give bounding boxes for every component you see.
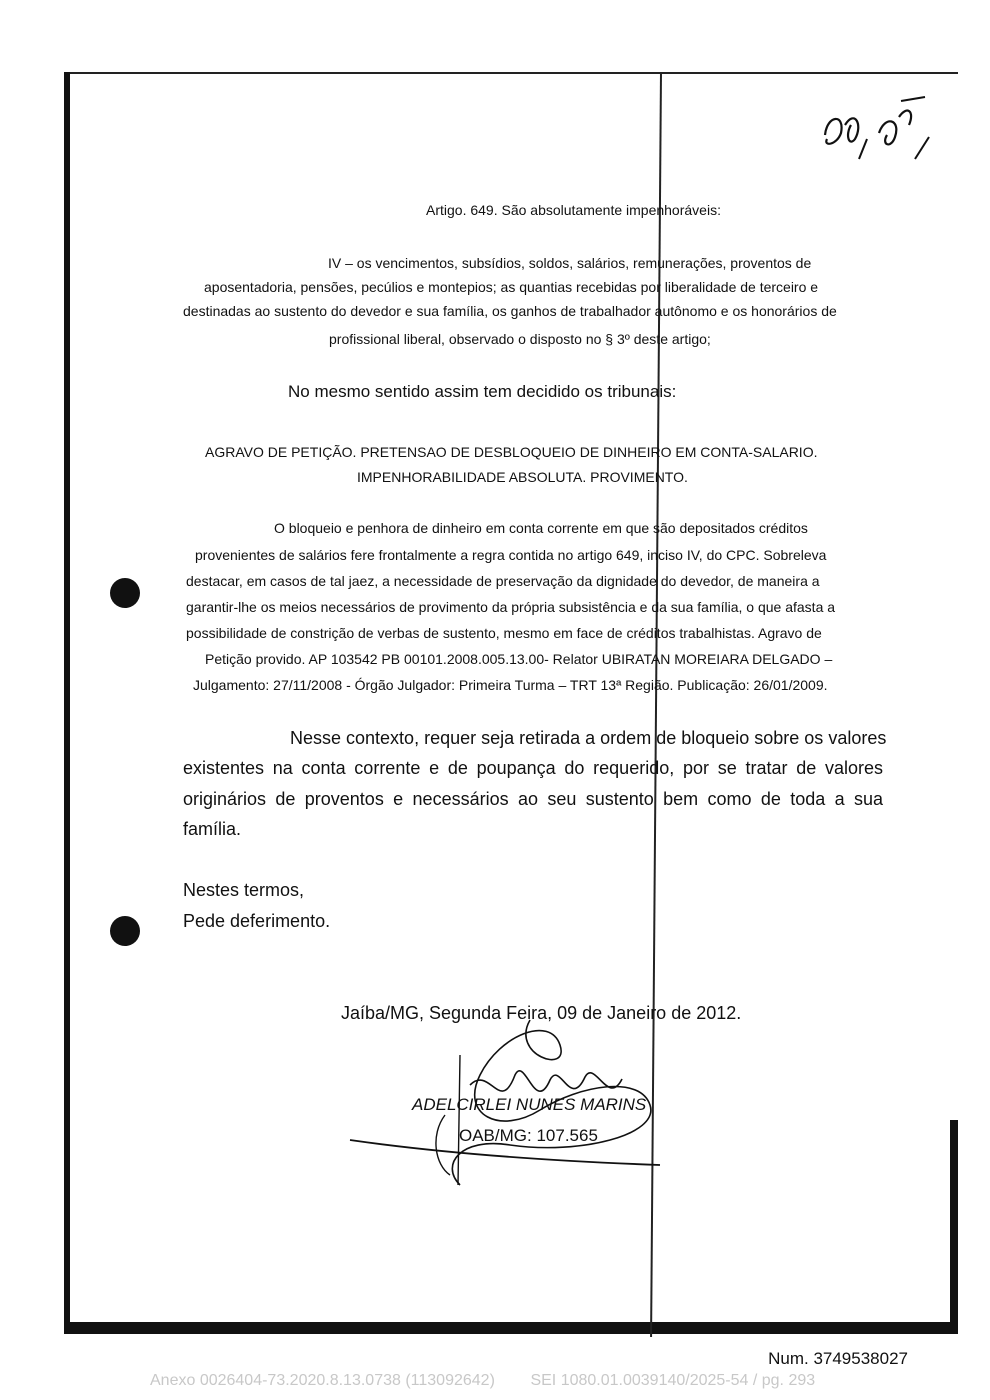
artigo-heading: Artigo. 649. São absolutamente impenhoráveis: xyxy=(426,202,721,218)
artigo-line: destinadas ao sustento do devedor e sua família, os ganhos de trabalhador autônomo e os honorários de xyxy=(183,303,837,319)
ementa-body-line: Julgamento: 27/11/2008 - Órgão Julgador: Primeira Turma – TRT 13ª Região. Publicação: 26/01/2009. xyxy=(193,677,828,693)
scan-border-bottom xyxy=(64,1322,958,1334)
scan-border-top xyxy=(66,72,958,74)
scan-border-right xyxy=(950,1120,958,1334)
place-date: Jaíba/MG, Segunda Feira, 09 de Janeiro de 2012. xyxy=(341,1003,742,1023)
ementa-body-line: possibilidade de constrição de verbas de sustento, mesmo em face de créditos trabalhistas. Agravo de xyxy=(186,625,822,641)
ementa-body-line: provenientes de salários fere frontalmente a regra contida no artigo 649, inciso IV, do CPC. Sobreleva xyxy=(195,547,827,563)
document-number: Num. 3749538027 xyxy=(768,1349,908,1368)
scan-border-left xyxy=(64,72,70,1334)
ementa-body-line: O bloqueio e penhora de dinheiro em conta corrente em que são depositados créditos xyxy=(274,520,808,536)
handwritten-page-mark xyxy=(815,95,935,165)
artigo-line: profissional liberal, observado o disposto no § 3º deste artigo; xyxy=(329,331,711,347)
ementa-title: AGRAVO DE PETIÇÃO. PRETENSAO DE DESBLOQUEIO DE DINHEIRO EM CONTA-SALARIO. xyxy=(205,444,818,460)
ementa-body-line: garantir-lhe os meios necessários de provimento da própria subsistência e da sua família, o que afasta a xyxy=(186,599,836,615)
ementa-body-line: Petição provido. AP 103542 PB 00101.2008.005.13.00- Relator UBIRATAN MOREIARA DELGADO – xyxy=(205,651,833,667)
pedido-line: existentes na conta corrente e de poupança do requerido, por se tratar de valores xyxy=(183,758,883,778)
signature-oab: OAB/MG: 107.565 xyxy=(459,1126,598,1145)
tribunais-intro: No mesmo sentido assim tem decidido os tribunais: xyxy=(288,382,677,401)
pedido-line: originários de proventos e necessários ao seu sustento bem como de toda a sua xyxy=(183,789,883,809)
ementa-title: IMPENHORABILIDADE ABSOLUTA. PROVIMENTO. xyxy=(357,469,688,485)
artigo-line: IV – os vencimentos, subsídios, soldos, salários, remunerações, proventos de xyxy=(328,255,812,271)
pedido-line: Nesse contexto, requer seja retirada a ordem de bloqueio sobre os valores xyxy=(290,728,887,748)
signature-name: ADELCIRLEI NUNES MARINS xyxy=(412,1095,647,1114)
ementa-body-line: destacar, em casos de tal jaez, a necessidade de preservação da dignidade do devedor, de maneira a xyxy=(186,573,820,589)
artigo-line: aposentadoria, pensões, pecúlios e montepios; as quantias recebidas por liberalidade de terceiro e xyxy=(204,279,819,295)
closing-line: Nestes termos, xyxy=(183,880,305,900)
footer-metadata: Anexo 0026404-73.2020.8.13.0738 (113092642) SEI 1080.01.0039140/2025-54 / pg. 293 xyxy=(150,1372,816,1389)
punch-hole-top xyxy=(110,578,140,608)
closing-line: Pede deferimento. xyxy=(183,911,331,931)
pedido-line: família. xyxy=(183,819,242,839)
punch-hole-bottom xyxy=(110,916,140,946)
